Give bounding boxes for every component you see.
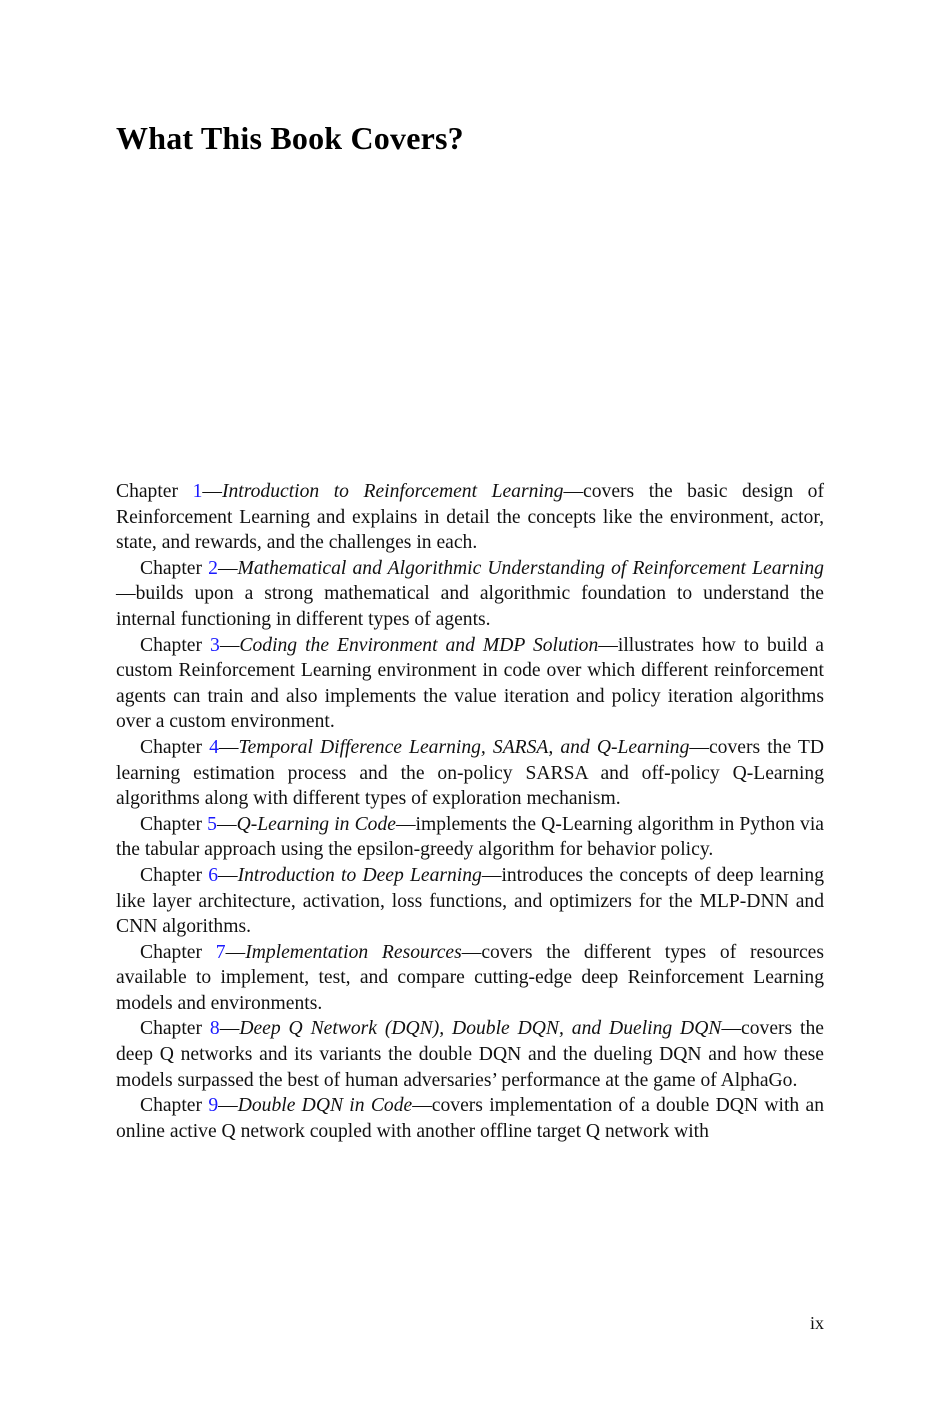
chapter-summary-6 xyxy=(116,863,824,940)
chapter-8-link[interactable]: 8 xyxy=(209,1018,220,1040)
chapter-label: Chapter xyxy=(140,557,209,579)
em-dash: — xyxy=(225,941,246,963)
chapter-3-link[interactable]: 3 xyxy=(210,634,220,656)
chapter-description: builds upon a strong mathematical and algorithmic foundation to understand the internal functioning in different types of agents. xyxy=(116,583,824,630)
em-dash: — xyxy=(395,813,416,835)
chapter-1-link[interactable]: 1 xyxy=(192,481,203,502)
chapter-summary-list xyxy=(116,479,824,1144)
em-dash: — xyxy=(202,481,222,502)
em-dash: — xyxy=(412,1095,432,1117)
chapter-description: implements the Q-Learning algorithm in Python via the tabular approach using the epsilon-greedy algorithm for behavior policy. xyxy=(116,813,824,861)
chapter-2-link[interactable]: 2 xyxy=(208,557,218,579)
chapter-4-link[interactable]: 4 xyxy=(209,736,219,758)
chapter-5-link[interactable]: 5 xyxy=(207,813,217,835)
em-dash: — xyxy=(481,864,502,886)
chapter-title: Q-Learning in Code xyxy=(236,813,396,835)
em-dash: — xyxy=(116,583,136,605)
chapter-summary-9 xyxy=(116,1093,824,1144)
chapter-summary-4 xyxy=(116,735,824,812)
page-number: ix xyxy=(810,1313,825,1333)
chapter-label: Chapter xyxy=(116,481,193,502)
chapter-description: covers implementation of a double DQN with an online active Q network coupled with another offline target Q network with xyxy=(116,1095,824,1142)
chapter-title: Mathematical and Algorithmic Understanding of Reinforcement Learning xyxy=(237,557,824,579)
em-dash: — xyxy=(461,941,482,963)
chapter-summary-1 xyxy=(116,479,824,556)
chapter-6-link[interactable]: 6 xyxy=(208,864,219,886)
chapter-title: Implementation Resources xyxy=(245,941,462,963)
chapter-summary-5 xyxy=(116,812,824,863)
chapter-title: Introduction to Reinforcement Learning xyxy=(221,481,564,502)
chapter-description: covers the different types of resources available to implement, test, and compare cutting-edge deep Reinforcement Learning models and environments. xyxy=(116,941,824,1014)
chapter-title: Deep Q Network (DQN), Double DQN, and Dueling DQN xyxy=(239,1018,722,1040)
chapter-7-link[interactable]: 7 xyxy=(215,941,226,963)
em-dash: — xyxy=(598,634,618,656)
chapter-label: Chapter xyxy=(140,864,209,886)
chapter-title: Introduction to Deep Learning xyxy=(237,864,482,886)
em-dash: — xyxy=(219,1018,240,1040)
chapter-label: Chapter xyxy=(140,736,210,758)
chapter-summary-2 xyxy=(116,556,824,633)
chapter-description: covers the basic design of Reinforcement Learning and explains in detail the concepts like the environment, actor, state, and rewards, and the challenges in each. xyxy=(116,481,824,554)
chapter-summary-8 xyxy=(116,1016,824,1093)
em-dash: — xyxy=(218,1095,238,1117)
chapter-label: Chapter xyxy=(140,1018,210,1040)
em-dash: — xyxy=(218,864,238,886)
chapter-summary-7 xyxy=(116,940,824,1017)
chapter-label: Chapter xyxy=(140,1095,209,1117)
chapter-title: Temporal Difference Learning, SARSA, and Q-Learning xyxy=(238,736,690,758)
em-dash: — xyxy=(721,1018,742,1040)
chapter-summary-3 xyxy=(116,633,824,735)
chapter-description: introduces the concepts of deep learning like layer architecture, activation, loss functions, and optimizers for the MLP-DNN and CNN algorithms. xyxy=(116,864,824,938)
page-title: What This Book Covers? xyxy=(116,120,464,156)
chapter-description: covers the TD learning estimation process and the on-policy SARSA and off-policy Q-Learning algorithms along with different types of exploration mechanism. xyxy=(116,736,824,810)
em-dash: — xyxy=(218,736,239,758)
chapter-label: Chapter xyxy=(140,634,211,656)
chapter-title: Coding the Environment and MDP Solution xyxy=(239,634,599,656)
chapter-label: Chapter xyxy=(140,813,208,835)
chapter-9-link[interactable]: 9 xyxy=(208,1095,219,1117)
em-dash: — xyxy=(219,634,240,656)
em-dash: — xyxy=(216,813,237,835)
em-dash: — xyxy=(563,481,584,502)
chapter-label: Chapter xyxy=(140,941,216,963)
chapter-title: Double DQN in Code xyxy=(237,1095,413,1117)
chapter-description: illustrates how to build a custom Reinforcement Learning environment in code over which different reinforcement agents can train and also implements the value iteration and policy iteration algorithms over a custom environment. xyxy=(116,634,824,733)
em-dash: — xyxy=(217,557,238,579)
chapter-description: covers the deep Q networks and its variants the double DQN and the dueling DQN and how these models surpassed the best of human adversaries’ performance at the game of AlphaGo. xyxy=(116,1018,824,1091)
em-dash: — xyxy=(689,736,709,758)
